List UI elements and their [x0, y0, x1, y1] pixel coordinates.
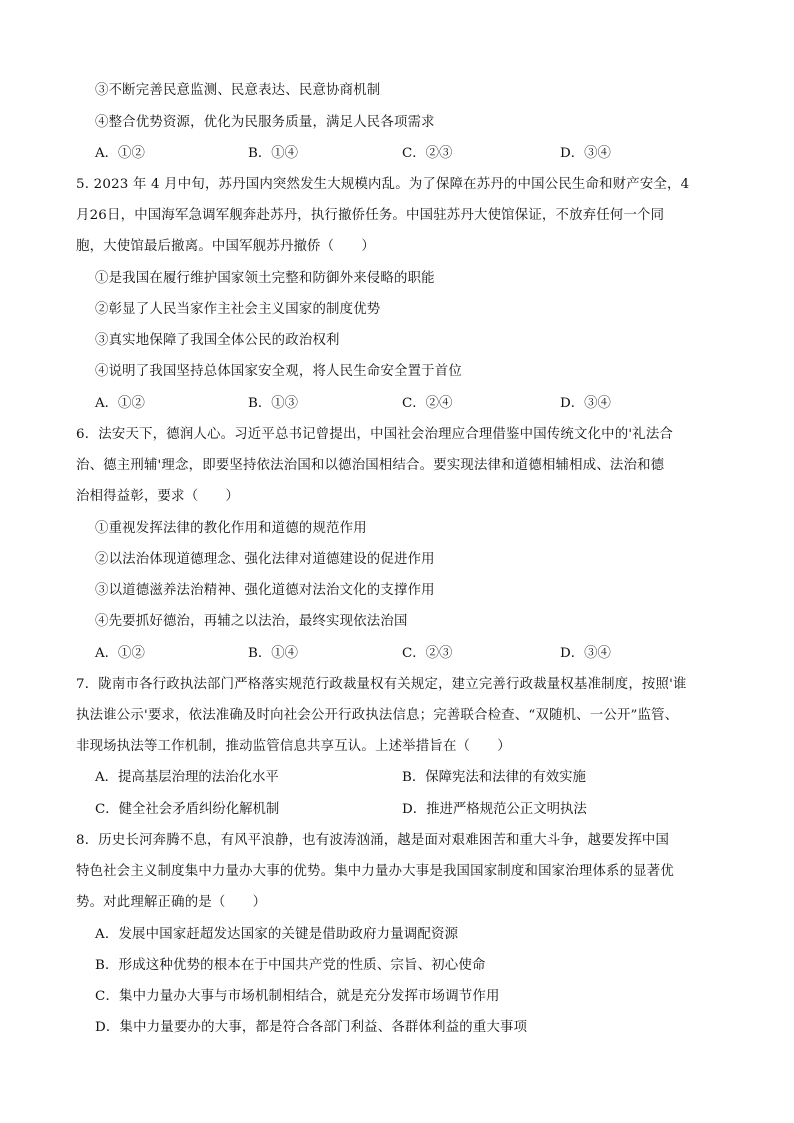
q4-choice-c[interactable]: C．②③	[402, 146, 453, 161]
q5-option-1: ①是我国在履行维护国家领土完整和防御外来侵略的职能	[95, 271, 435, 286]
q7-options-row-2	[0, 801, 794, 819]
q5-choice-b[interactable]: B．①③	[248, 396, 299, 411]
q4-choices	[0, 145, 794, 163]
q7-stem-line-1: 7．陇南市各行政执法部门严格落实规范行政裁量权有关规定，建立完善行政裁量权基准制度，按照'谁	[76, 677, 687, 692]
q8-stem-line-3: 势。对此理解正确的是（ ）	[76, 895, 267, 910]
q5-choice-a[interactable]: A．①②	[95, 396, 145, 411]
q5-choice-d[interactable]: D．③④	[560, 396, 611, 411]
q8-option-d[interactable]: D．集中力量要办的大事，都是符合各部门利益、各群体利益的重大事项	[95, 1020, 528, 1035]
q4-option-4: ④整合优势资源，优化为民服务质量，满足人民各项需求	[95, 115, 435, 130]
q7-stem-line-3: 非现场执法等工作机制，推动监管信息共享互认。上述举措旨在（ ）	[76, 739, 511, 754]
q4-choice-b[interactable]: B．①④	[248, 146, 299, 161]
q7-option-d[interactable]: D．推进严格规范公正文明执法	[402, 802, 587, 817]
q6-choice-c[interactable]: C．②③	[402, 646, 453, 661]
q5-option-4: ④说明了我国坚持总体国家安全观，将人民生命安全置于首位	[95, 364, 462, 379]
q7-options-row-1	[0, 769, 794, 787]
q6-stem-line-3: 治相得益彰，要求（ ）	[76, 489, 240, 504]
q6-choice-b[interactable]: B．①④	[248, 646, 299, 661]
q8-option-a[interactable]: A．发展中国家赶超发达国家的关键是借助政府力量调配资源	[95, 927, 459, 942]
q7-option-c[interactable]: C．健全社会矛盾纠纷化解机制	[95, 802, 280, 817]
q6-choice-d[interactable]: D．③④	[560, 646, 611, 661]
q5-option-3: ③真实地保障了我国全体公民的政治权利	[95, 333, 340, 348]
q4-option-3: ③不断完善民意监测、民意表达、民意协商机制	[95, 83, 381, 98]
q5-stem-line-2: 月26日，中国海军急调军舰奔赴苏丹，执行撤侨任务。中国驻苏丹大使馆保证，不放弃任何一个同	[76, 208, 665, 223]
q4-choice-d[interactable]: D．③④	[560, 146, 611, 161]
q4-choice-a[interactable]: A．①②	[95, 146, 145, 161]
q5-stem-line-1: 5. 2023 年 4 月中旬，苏丹国内突然发生大规模内乱。为了保障在苏丹的中国公民生命和财产安全，4	[76, 177, 690, 192]
q5-stem-line-3: 胞，大使馆最后撤离。中国军舰苏丹撤侨（ ）	[76, 239, 375, 254]
q8-option-c[interactable]: C．集中力量办大事与市场机制相结合，就是充分发挥市场调节作用	[95, 989, 500, 1004]
q5-choices	[0, 395, 794, 413]
q6-option-1: ①重视发挥法律的教化作用和道德的规范作用	[95, 521, 367, 536]
q6-option-4: ④先要抓好德治，再辅之以法治，最终实现依法治国	[95, 614, 408, 629]
q5-choice-c[interactable]: C．②④	[402, 396, 453, 411]
q6-option-3: ③以道德滋养法治精神、强化道德对法治文化的支撑作用	[95, 583, 435, 598]
q5-option-2: ②彰显了人民当家作主社会主义国家的制度优势	[95, 302, 381, 317]
q6-option-2: ②以法治体现道德理念、强化法律对道德建设的促进作用	[95, 552, 435, 567]
q6-stem-line-2: 治、德主刑辅'理念，即要坚持依法治国和以德治国相结合。要实现法律和道德相辅相成、法治和德	[76, 458, 665, 473]
q7-stem-line-2: 执法谁公示'要求，依法准确及时向社会公开行政执法信息；完善联合检查、“双随机、一公开”监管、	[76, 708, 679, 723]
q7-option-b[interactable]: B．保障宪法和法律的有效实施	[402, 770, 586, 785]
q6-stem-line-1: 6．法安天下，德润人心。习近平总书记曾提出，中国社会治理应合理借鉴中国传统文化中的'礼法合	[76, 427, 673, 442]
q8-option-b[interactable]: B．形成这种优势的根本在于中国共产党的性质、宗旨、初心使命	[95, 958, 486, 973]
q8-stem-line-1: 8．历史长河奔腾不息，有风平浪静，也有波涛汹涌，越是面对艰难困苦和重大斗争，越要发挥中国	[76, 833, 670, 848]
q8-stem-line-2: 特色社会主义制度集中力量办大事的优势。集中力量办大事是我国国家制度和国家治理体系的显著优	[76, 864, 674, 879]
q7-option-a[interactable]: A．提高基层治理的法治化水平	[95, 770, 279, 785]
q6-choice-a[interactable]: A．①②	[95, 646, 145, 661]
q6-choices	[0, 645, 794, 663]
